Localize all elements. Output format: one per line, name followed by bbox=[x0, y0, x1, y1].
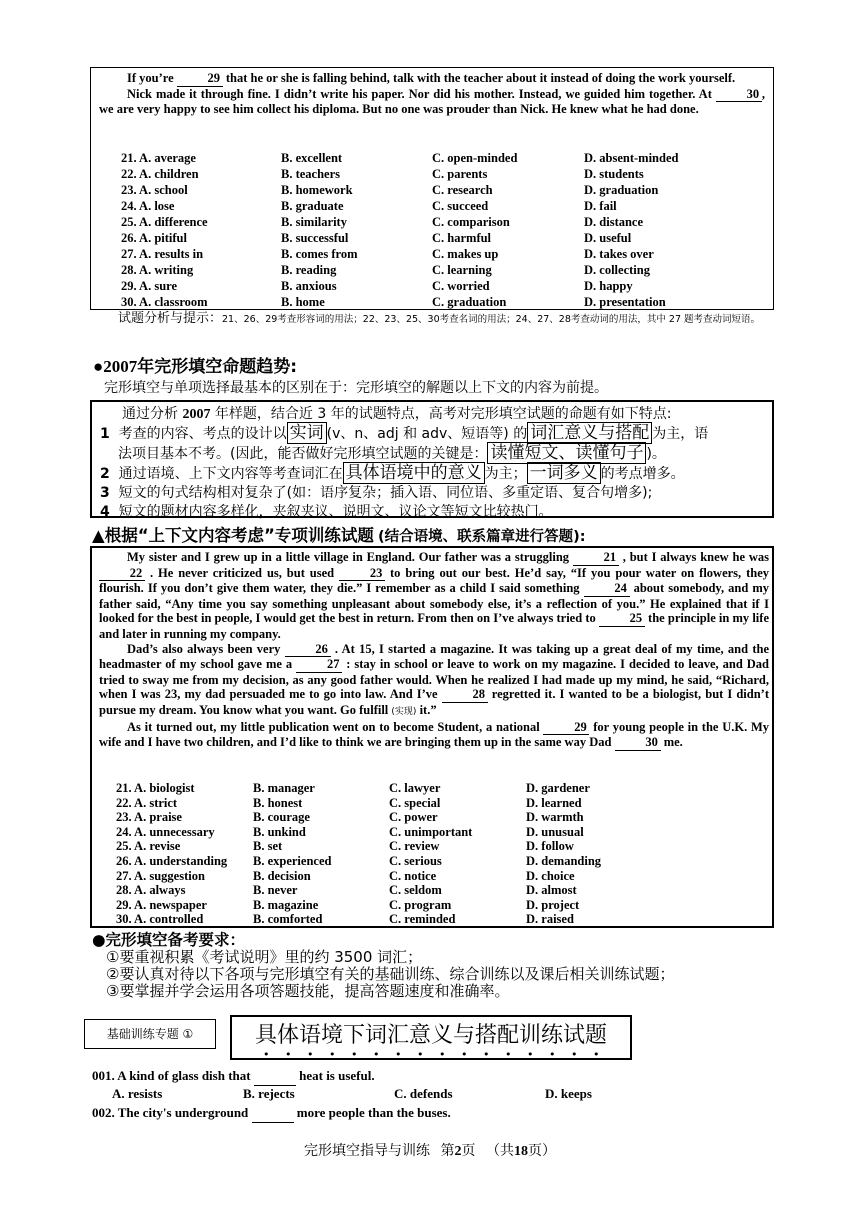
option-c: C. lawyer bbox=[389, 781, 441, 795]
passage-text: to bring out our best. He’d say, “If you pour water on flowers, they flourish. If you don’t give them water, they die.” I remember as a child I said something bbox=[99, 565, 770, 596]
option-b: B. similarity bbox=[281, 215, 347, 229]
option-d: D. gardener bbox=[526, 781, 590, 795]
option-d: D. unusual bbox=[526, 824, 584, 839]
passage-text: , but I always knew he was bbox=[622, 550, 770, 564]
option-b: B. comforted bbox=[253, 912, 323, 927]
options-table bbox=[116, 781, 646, 927]
option-d: D. keeps bbox=[545, 1086, 592, 1101]
option-b: B. successful bbox=[281, 231, 349, 245]
option-row bbox=[116, 810, 646, 825]
passage-one-box bbox=[90, 67, 774, 310]
option-b: B. reading bbox=[281, 263, 337, 277]
drill-title: ▲根据“上下文内容考虑”专项训练试题 (结合语境、联系篇章进行答题): bbox=[92, 526, 586, 545]
answer-blank bbox=[252, 1103, 294, 1123]
option-a: 21. A. average bbox=[121, 151, 196, 165]
feature-item-1-continued: 法项目基本不考。(因此，能否做好完形填空试题的关键是： 读懂短文、读懂句子 )。 bbox=[118, 443, 666, 463]
option-b: B. unkind bbox=[253, 824, 306, 839]
option-a: 24. A. lose bbox=[121, 199, 175, 213]
passage-one-paragraph: If you’re 29 that he or she is falling behind, talk with the teacher about it instead of doing the work yourself. bbox=[127, 71, 736, 85]
question-001-options bbox=[112, 1084, 792, 1103]
option-b: B. experienced bbox=[253, 853, 332, 868]
option-row bbox=[116, 854, 646, 869]
option-c: C. notice bbox=[389, 868, 437, 883]
trend-subtitle: 完形填空与单项选择最基本的区别在于：完形填空的解题以上下文的内容为前提。 bbox=[104, 380, 608, 396]
option-a: 29. A. newspaper bbox=[116, 897, 207, 912]
option-row bbox=[116, 912, 646, 927]
option-c: C. open-minded bbox=[432, 151, 518, 165]
option-b: B. manager bbox=[253, 781, 315, 795]
requirement-item: ②要认真对待以下各项与完形填空有关的基础训练、综合训练以及课后相关训练试题； bbox=[106, 965, 675, 983]
passage-text: about somebody, and my father said, “Any time you say something unpleasant about somebody else, it’s a reflection of you.” He explained that if I looked for the best in people, I would get the best in return. From then on I’ve always tried to bbox=[99, 581, 769, 626]
option-row bbox=[121, 214, 754, 230]
option-d: D. presentation bbox=[584, 295, 666, 309]
option-a: 28. A. always bbox=[116, 883, 186, 898]
option-c: C. graduation bbox=[432, 295, 507, 309]
blank-26: 26 bbox=[285, 642, 331, 658]
option-a: 23. A. school bbox=[121, 183, 188, 197]
blank-21: 21 bbox=[573, 550, 619, 566]
option-c: C. defends bbox=[394, 1086, 453, 1101]
option-a: 22. A. children bbox=[121, 167, 199, 181]
option-b: B. teachers bbox=[281, 167, 341, 181]
option-d: D. absent-minded bbox=[584, 151, 679, 165]
option-a: 26. A. understanding bbox=[116, 853, 228, 868]
option-a: A. resists bbox=[112, 1086, 163, 1101]
option-c: C. harmful bbox=[432, 231, 492, 245]
question-002: 002. The city's underground more people than the buses. bbox=[92, 1103, 772, 1123]
option-row bbox=[116, 898, 646, 913]
option-d: D. almost bbox=[526, 883, 577, 898]
passage-text: me. bbox=[663, 735, 683, 750]
option-a: 25. A. difference bbox=[121, 215, 208, 229]
answer-blank bbox=[254, 1066, 296, 1086]
option-row bbox=[121, 182, 754, 198]
requirement-item: ③要掌握并学会运用各项答题技能，提高答题速度和准确率。 bbox=[106, 982, 510, 1000]
option-b: B. magazine bbox=[253, 897, 319, 912]
option-d: D. choice bbox=[526, 868, 575, 883]
blank-23: 23 bbox=[339, 566, 385, 582]
option-d: D. takes over bbox=[584, 247, 654, 261]
feature-item-2: 2 通过语境、上下文内容等考查词汇在 具体语境中的意义 为主； 一词多义 的考点增多。 bbox=[100, 463, 685, 483]
option-a: 30. A. controlled bbox=[116, 912, 204, 927]
passage-text: the principle in my life and later in running my company. bbox=[99, 611, 769, 641]
option-row bbox=[116, 839, 646, 854]
option-a: 25. A. revise bbox=[116, 839, 181, 854]
option-row bbox=[121, 262, 754, 278]
feature-item-4: 4 短文的题材内容多样化，夹叙夹议、说明文、议论文等短文比较热门。 bbox=[100, 504, 553, 520]
option-d: D. follow bbox=[526, 839, 574, 854]
option-c: C. worried bbox=[432, 279, 490, 293]
option-d: D. fail bbox=[584, 199, 617, 213]
option-row bbox=[121, 294, 754, 310]
option-d: D. happy bbox=[584, 279, 633, 293]
passage-two-box bbox=[90, 546, 774, 928]
passage-text: . At 15, I started a magazine. It was taking up a great deal of my time, and the headmaster of my school gave me a bbox=[99, 641, 770, 672]
option-row bbox=[121, 166, 754, 182]
option-c: C. power bbox=[389, 810, 438, 825]
blank-24: 24 bbox=[584, 581, 630, 597]
option-b: B. rejects bbox=[243, 1086, 295, 1101]
option-row bbox=[116, 869, 646, 884]
option-d: D. demanding bbox=[526, 853, 602, 868]
passage-two-paragraph bbox=[99, 550, 769, 642]
option-d: D. learned bbox=[526, 795, 582, 810]
option-row bbox=[116, 883, 646, 898]
option-d: D. warmth bbox=[526, 810, 584, 825]
option-a: 30. A. classroom bbox=[121, 295, 208, 309]
options-table bbox=[121, 150, 754, 310]
features-intro: 通过分析 2007 年样题，结合近 3 年的试题特点，高考对完形填空试题的命题有如下特点: bbox=[122, 406, 672, 422]
passage-text: Dad’s also always been very bbox=[127, 641, 281, 656]
option-d: D. distance bbox=[584, 215, 644, 229]
option-a: 21. A. biologist bbox=[116, 781, 195, 795]
option-row bbox=[116, 796, 646, 811]
option-d: D. students bbox=[584, 167, 644, 181]
option-d: D. useful bbox=[584, 231, 632, 245]
option-a: 27. A. suggestion bbox=[116, 868, 205, 883]
option-a: 27. A. results in bbox=[121, 247, 204, 261]
option-c: C. program bbox=[389, 897, 452, 912]
option-c: C. seldom bbox=[389, 883, 442, 898]
option-c: C. special bbox=[389, 795, 441, 810]
option-c: C. succeed bbox=[432, 199, 489, 213]
blank-25: 25 bbox=[599, 611, 645, 627]
option-d: D. collecting bbox=[584, 263, 650, 277]
option-c: C. makes up bbox=[432, 247, 499, 261]
option-a: 29. A. sure bbox=[121, 279, 178, 293]
passage-text: it.” bbox=[419, 702, 437, 717]
requirements bbox=[92, 932, 674, 1000]
passage-text: for young people in the U.K. My wife and I have two children, and I’d like to think we are bringing them up in the same way Dad bbox=[99, 719, 770, 750]
blank-30: 30 bbox=[716, 87, 762, 103]
features-box bbox=[90, 400, 774, 518]
option-row bbox=[121, 278, 754, 294]
option-b: B. set bbox=[253, 839, 283, 854]
option-b: B. homework bbox=[281, 183, 353, 197]
option-row bbox=[121, 150, 754, 166]
blank-30: 30 bbox=[615, 735, 661, 751]
option-d: D. project bbox=[526, 897, 580, 912]
option-c: C. comparison bbox=[432, 215, 510, 229]
requirement-item: ①要重视积累《考试说明》里的约 3500 词汇； bbox=[106, 948, 423, 966]
blank-28: 28 bbox=[442, 687, 488, 703]
option-row bbox=[121, 246, 754, 262]
feature-item-3: 3 短文的句式结构相对复杂了(如：语序复杂；插入语、同位语、多重定语、复合句增多); bbox=[100, 485, 653, 501]
option-b: B. comes from bbox=[281, 247, 358, 261]
option-b: B. courage bbox=[253, 810, 310, 825]
option-c: C. unimportant bbox=[389, 824, 473, 839]
passage-text: My sister and I grew up in a little village in England. Our father was a struggling bbox=[127, 550, 570, 564]
option-a: 26. A. pitiful bbox=[121, 231, 187, 245]
option-c: C. research bbox=[432, 183, 493, 197]
analysis-note: 试题分析与提示：21、26、29考查形容词的用法；22、23、25、30考查名词的用法；24、27、28考查动词的用法，其中 27 题考查动词短语。 bbox=[118, 311, 761, 326]
option-b: B. never bbox=[253, 883, 298, 898]
option-b: B. decision bbox=[253, 868, 311, 883]
question-001: 001. A kind of glass dish that heat is useful. bbox=[92, 1066, 772, 1086]
blank-29: 29 bbox=[543, 720, 589, 736]
feature-item-1: 1 考查的内容、考点的设计以 实词 (v、n、adj 和 adv、短语等) 的 词汇意义与搭配 为主，语 bbox=[100, 423, 709, 443]
option-d: D. graduation bbox=[584, 183, 659, 197]
option-d: D. raised bbox=[526, 912, 574, 927]
passage-text: As it turned out, my little publication went on to become Student, a national bbox=[127, 719, 540, 734]
blank-22: 22 bbox=[99, 566, 145, 582]
passage-one-paragraph: Nick made it through fine. I didn’t write his paper. Nor did his mother. Instead, we guided him together. At 30 , we are very happy to see him collect his diploma. But no one was prouder than Nick. He knew what he had done. bbox=[99, 86, 766, 117]
option-c: C. serious bbox=[389, 853, 442, 868]
page-footer: 完形填空指导与训练 第2页 （共18页） bbox=[304, 1143, 556, 1159]
option-b: B. excellent bbox=[281, 151, 343, 165]
option-a: 22. A. strict bbox=[116, 795, 178, 810]
passage-text: . He never criticized us, but used bbox=[149, 565, 335, 580]
passage-text: : stay in school or leave to work on my magazine. I decided to leave, and Dad tried to sway me from my decision, as any good father would. When he realized I had made up my mind, he said, “Richard, when I was 23, my dad persuaded me to go into law. And I’ve bbox=[99, 657, 770, 702]
passage-two-paragraph bbox=[99, 720, 769, 751]
option-c: C. learning bbox=[432, 263, 492, 277]
trend-heading: ●2007年完形填空命题趋势: bbox=[93, 357, 298, 377]
gloss-note: (实现) bbox=[391, 706, 417, 717]
option-row bbox=[116, 781, 646, 796]
option-b: B. anxious bbox=[281, 279, 337, 293]
option-c: C. review bbox=[389, 839, 440, 854]
blank-29: 29 bbox=[177, 71, 223, 87]
passage-text: regretted it. I wanted to be a biologist, but I didn’t pursue my dream. You know what you want. Go fulfill bbox=[99, 687, 770, 717]
option-a: 28. A. writing bbox=[121, 263, 194, 277]
option-c: C. reminded bbox=[389, 912, 456, 927]
option-c: C. parents bbox=[432, 167, 488, 181]
option-b: B. home bbox=[281, 295, 325, 309]
requirements-title: ●完形填空备考要求： bbox=[92, 931, 246, 949]
option-b: B. graduate bbox=[281, 199, 344, 213]
option-row bbox=[121, 198, 754, 214]
option-a: 23. A. praise bbox=[116, 810, 182, 825]
option-a: 24. A. unnecessary bbox=[116, 824, 215, 839]
passage-two-paragraph bbox=[99, 642, 769, 720]
option-b: B. honest bbox=[253, 795, 303, 810]
option-row bbox=[121, 230, 754, 246]
special-topic-title: 具体语境下词汇意义与搭配训练试题 bbox=[230, 1015, 632, 1060]
blank-27: 27 bbox=[296, 657, 342, 673]
option-row bbox=[116, 825, 646, 840]
special-topic-label: 基础训练专题 ① bbox=[84, 1019, 216, 1049]
